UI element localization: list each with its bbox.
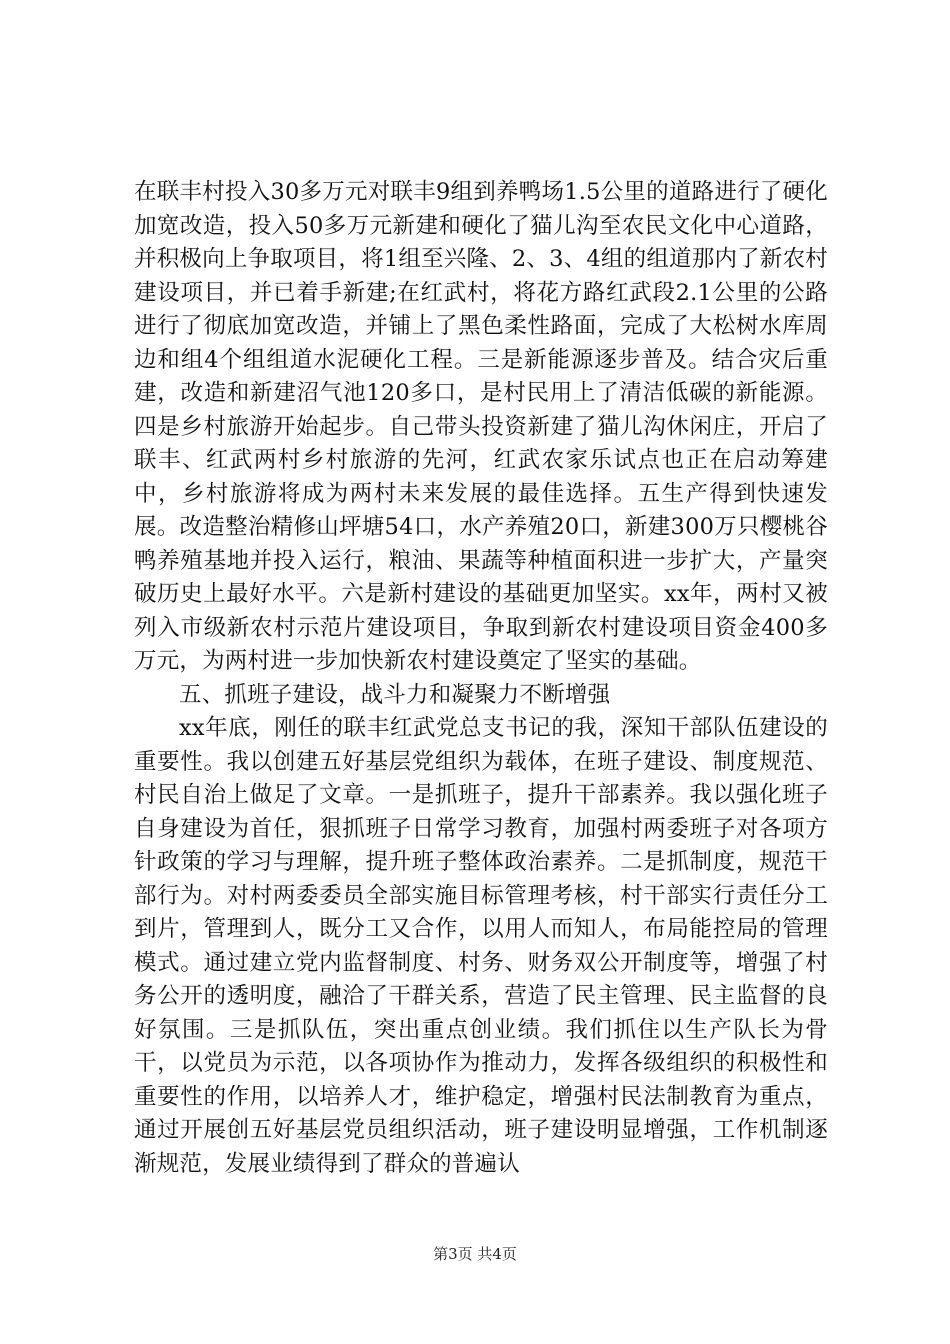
page-number: 第3页 共4页 bbox=[433, 1245, 517, 1263]
section-heading: 五、抓班子建设，战斗力和凝聚力不断增强 bbox=[179, 681, 611, 708]
paragraph-body: xx年底，刚任的联丰红武党总支书记的我，深知干部队伍建设的重要性。我以创建五好基层党组织为载体，在班子建设、制度规范、村民自治上做足了文章。一是抓班子，提升干部素养。我以强化班子自身建设为首任，狠抓班子日常学习教育，加强村两委班子对各项方针政策的学习与理解，提升班子整体政治素养。二是抓制度，规范干部行为。对村两委委员全部实施目标管理考核，村干部实行责任分工到片，管理到人，既分工又合作，以用人而知人，布局能控局的管理模式。通过建立党内监督制度、村务、财务双公开制度等，增强了村务公开的透明度，融洽了干群关系，营造了民主管理、民主监督的良好氛围。三是抓队伍，突出重点创业绩。我们抓住以生产队长为骨干，以党员为示范，以各项协作为推动力，发挥各级组织的积极性和重要性的作用，以培养人才，维护稳定，增强村民法制教育为重点，通过开展创五好基层党员组织活动，班子建设明显增强，工作机制逐渐规范，发展业绩得到了群众的普遍认 bbox=[134, 715, 828, 1177]
document-body bbox=[134, 176, 828, 1181]
paragraph-continuation: 在联丰村投入30多万元对联丰9组到养鸭场1.5公里的道路进行了硬化加宽改造，投入50多万元新建和硬化了猫儿沟至农民文化中心道路，并积极向上争取项目，将1组至兴隆、2、3、4组的组道那内了新农村建设项目，并已着手新建;在红武村，将花方路红武段2.1公里的公路进行了彻底加宽改造，并铺上了黑色柔性路面，完成了大松树水库周边和组4个组组道水泥硬化工程。三是新能源逐步普及。结合灾后重建，改造和新建沼气池120多口，是村民用上了清洁低碳的新能源。四是乡村旅游开始起步。自己带头投资新建了猫儿沟休闲庄，开启了联丰、红武两村乡村旅游的先河，红武农家乐试点也正在启动筹建中，乡村旅游将成为两村未来发展的最佳选择。五生产得到快速发展。改造整治精修山坪塘54口，水产养殖20口，新建300万只樱桃谷鸭养殖基地并投入运行，粮油、果蔬等种植面积进一步扩大，产量突破历史上最好水平。六是新村建设的基础更加坚实。xx年，两村又被列入市级新农村示范片建设项目，争取到新农村建设项目资金400多万元，为两村进一步加快新农村建设奠定了坚实的基础。 bbox=[134, 179, 828, 674]
page-footer bbox=[0, 1244, 950, 1264]
